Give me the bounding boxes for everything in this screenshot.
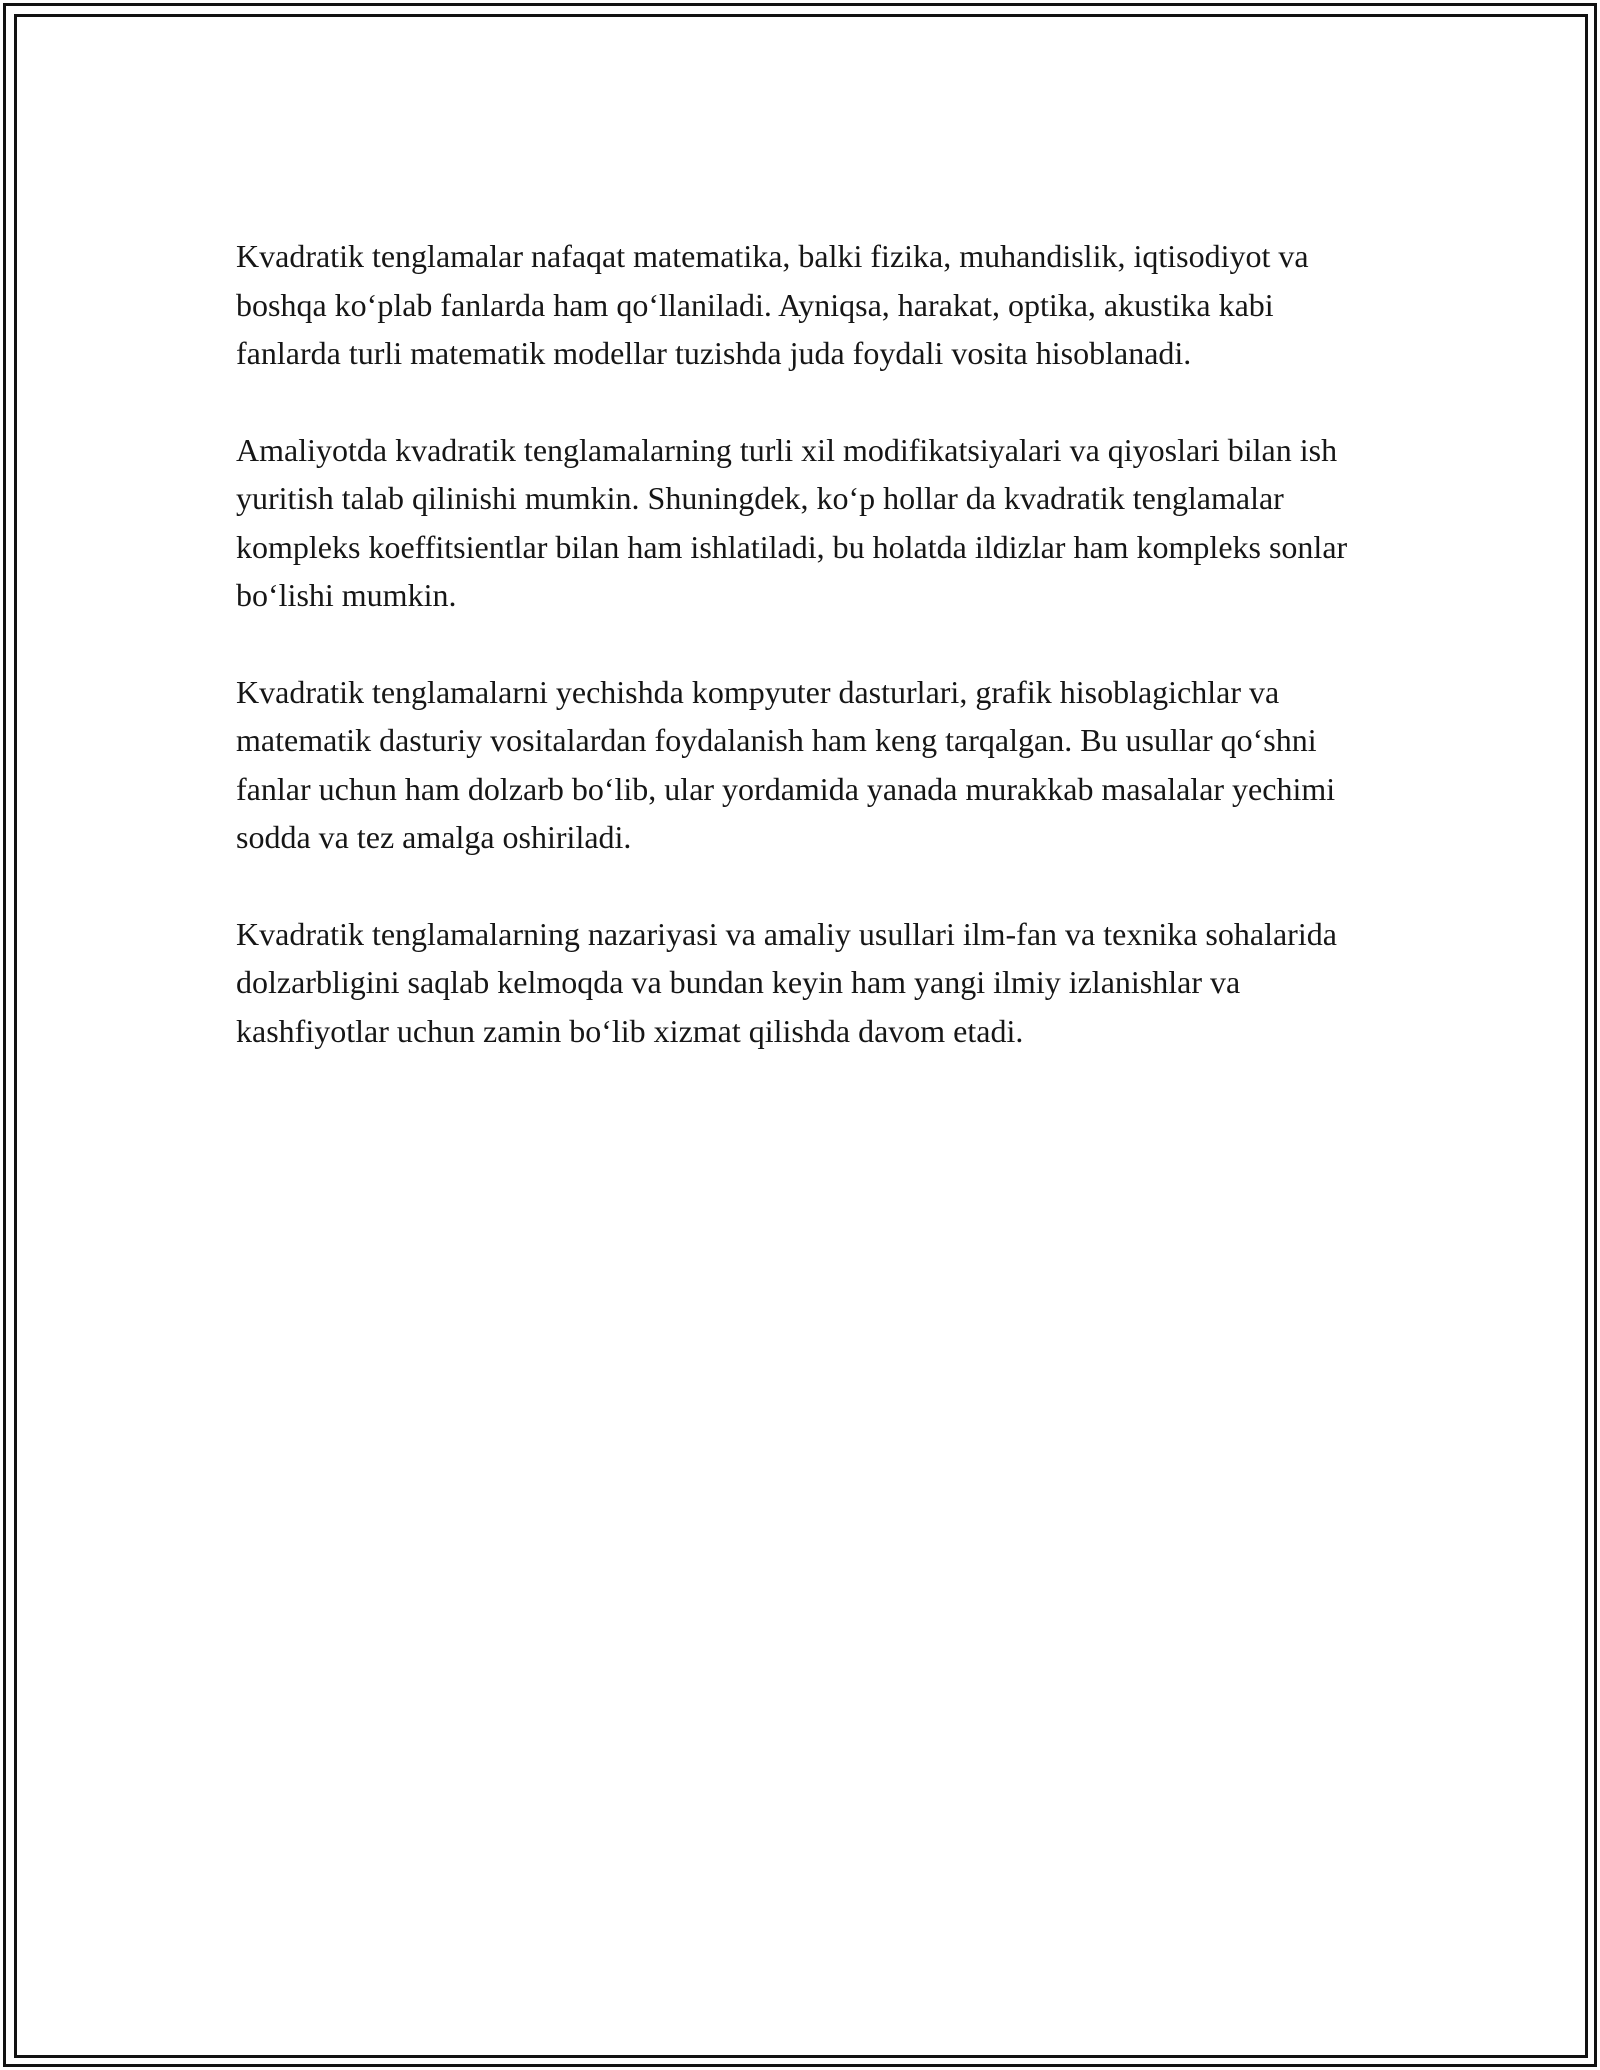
- paragraph-3: Kvadratik tenglamalarni yechishda kompyuter dasturlari, grafik hisoblagichlar va matematik dasturiy vositalardan foydalanish ham keng tarqalgan. Bu usullar qoʻshni fanlar uchun ham dolzarb boʻlib, ular yordamida yanada murakkab masalalar yechimi sodda va tez amalga oshiriladi.: [236, 673, 1336, 855]
- paragraph-4: Kvadratik tenglamalarning nazariyasi va amaliy usullari ilm-fan va texnika sohalarida dolzarbligini saqlab kelmoqda va bundan keyin ham yangi ilmiy izlanishlar va kashfiyotlar uchun zamin boʻlib xizmat qilishda davom etadi.: [236, 915, 1337, 1049]
- paragraph-1: Kvadratik tenglamalar nafaqat matematika, balki fizika, muhandislik, iqtisodiyot va boshqa koʻplab fanlarda ham qoʻllaniladi. Ayniqsa, harakat, optika, akustika kabi fanlarda turli matematik modellar tuzishda juda foydali vosita hisoblanadi.: [236, 238, 1309, 371]
- paragraph-2: Amaliyotda kvadratik tenglamalarning turli xil modifikatsiyalari va qiyoslari bilan ish yuritish talab qilinishi mumkin. Shuningdek, koʻp hollar da kvadratik tenglamalar kompleks koeffitsientlar bilan ham ishlatiladi, bu holatda ildizlar ham kompleks sonlar boʻlishi mumkin.: [236, 431, 1348, 613]
- document-body: [236, 232, 1386, 1103]
